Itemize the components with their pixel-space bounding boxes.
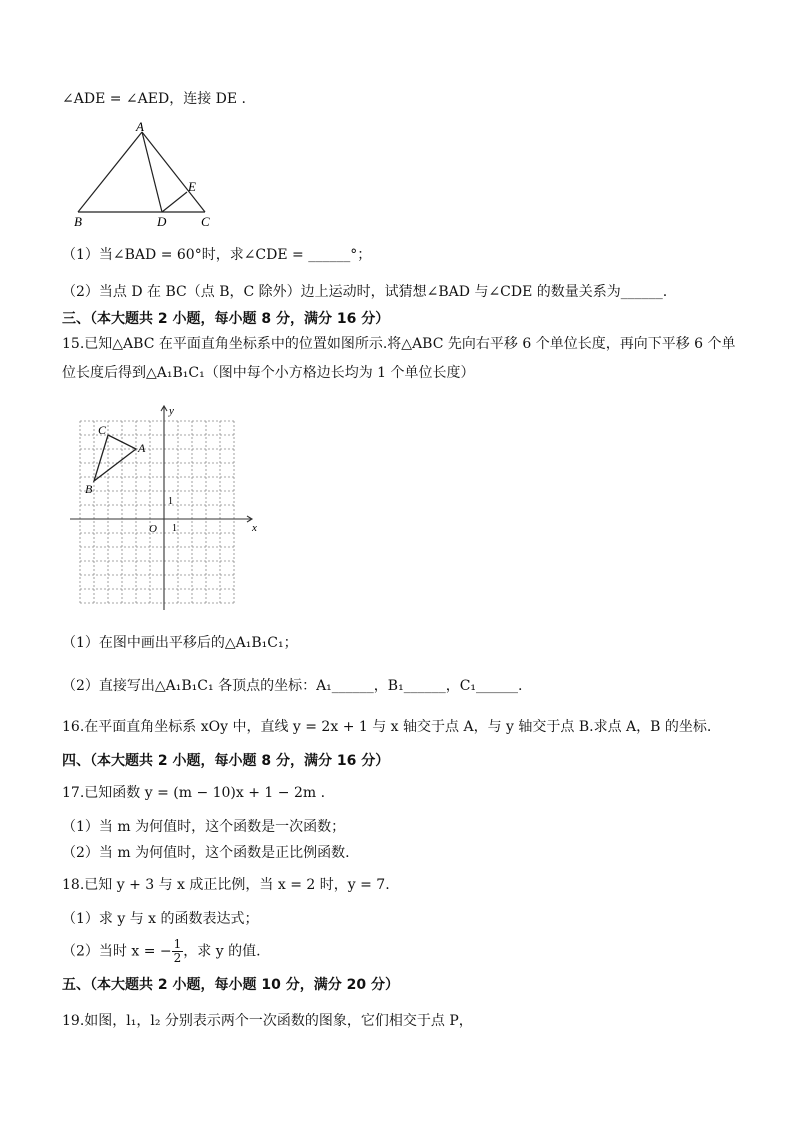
problem-18-question-2 — [62, 938, 261, 965]
problem-17-question-1: （1）当 m 为何值时，这个函数是一次函数； — [62, 819, 346, 835]
problem-15-question-1: （1）在图中画出平移后的△A₁B₁C₁； — [62, 635, 298, 651]
question-14-1: （1）当∠BAD = 60°时，求∠CDE = ______°； — [62, 247, 372, 263]
problem-15-line-1: 15.已知△ABC 在平面直角坐标系中的位置如图所示.将△ABC 先向右平移 6 个单位长度，再向下平移 6 个单 — [62, 336, 736, 352]
question-14-2: （2）当点 D 在 BC（点 B，C 除外）边上运动时，试猜想∠BAD 与∠CDE 的数量关系为______. — [62, 284, 668, 300]
q18-2-prefix: （2）当时 x = − — [62, 943, 172, 960]
label-d: D — [157, 214, 167, 229]
text-line-de: ∠ADE = ∠AED，连接 DE . — [62, 91, 246, 107]
label-y-axis: y — [169, 405, 174, 417]
label-b: B — [85, 482, 93, 496]
segment-ab — [78, 132, 142, 212]
label-e: E — [188, 179, 196, 194]
fraction-denominator: 2 — [173, 951, 182, 965]
section-4-heading: 四、（本大题共 2 小题，每小题 8 分，满分 16 分） — [62, 753, 390, 769]
problem-18-question-1: （1）求 y 与 x 的函数表达式； — [62, 911, 259, 927]
problem-15-line-2: 位长度后得到△A₁B₁C₁（图中每个小方格边长均为 1 个单位长度） — [62, 365, 475, 381]
section-3-heading: 三、（本大题共 2 小题，每小题 8 分，满分 16 分） — [62, 311, 390, 327]
problem-15-question-2: （2）直接写出△A₁B₁C₁ 各顶点的坐标：A₁______，B₁______，C₁______. — [62, 678, 523, 694]
problem-18: 18.已知 y + 3 与 x 成正比例，当 x = 2 时，y = 7. — [62, 877, 390, 893]
label-one-y: 1 — [168, 496, 173, 507]
label-a: A — [138, 441, 146, 455]
fraction-numerator: 1 — [173, 937, 182, 951]
problem-16: 16.在平面直角坐标系 xOy 中，直线 y = 2x + 1 与 x 轴交于点 A，与 y 轴交于点 B.求点 A，B 的坐标. — [62, 719, 712, 735]
q18-2-suffix: ，求 y 的值. — [183, 943, 261, 960]
label-origin: O — [149, 523, 157, 535]
label-a: A — [136, 120, 144, 134]
label-c: C — [98, 423, 107, 437]
label-one-x: 1 — [172, 523, 177, 534]
label-x-axis: x — [252, 522, 257, 534]
section-5-heading: 五、（本大题共 2 小题，每小题 10 分，满分 20 分） — [62, 977, 399, 993]
fraction-one-half — [172, 938, 184, 965]
triangle-figure — [70, 120, 220, 230]
segment-de — [162, 192, 187, 212]
coordinate-grid-figure — [62, 400, 272, 610]
problem-17: 17.已知函数 y = (m − 10)x + 1 − 2m . — [62, 785, 326, 801]
label-b: B — [74, 214, 82, 229]
label-c: C — [201, 214, 210, 229]
problem-19: 19.如图，l₁，l₂ 分别表示两个一次函数的图象，它们相交于点 P， — [62, 1013, 473, 1029]
problem-17-question-2: （2）当 m 为何值时，这个函数是正比例函数. — [62, 845, 350, 861]
triangle-abc — [94, 435, 136, 481]
